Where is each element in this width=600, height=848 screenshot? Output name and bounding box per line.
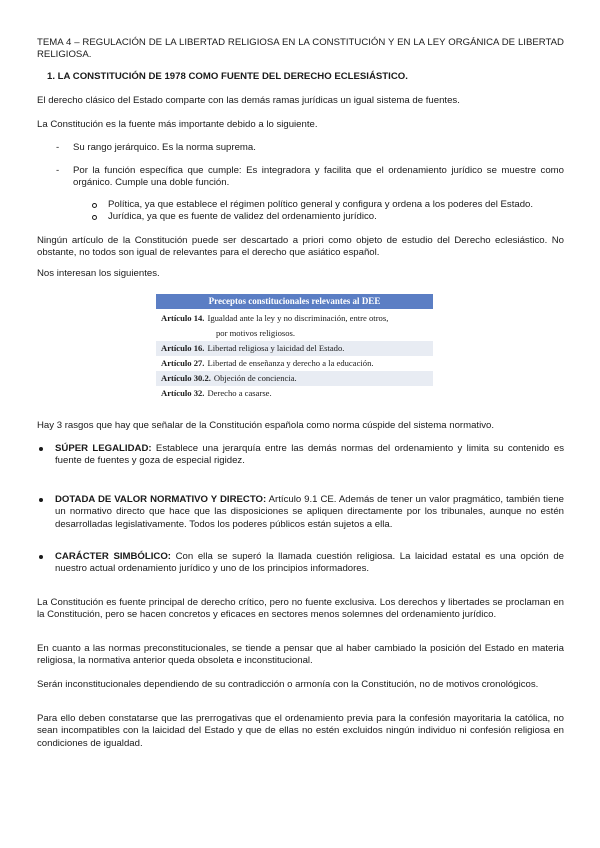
article-number: Artículo 30.2. [161,373,211,383]
paragraph: Para ello deben constatarse que las prerrogativas que el ordenamiento previa para la confesión mayoritaria la católica, no sean incompatibles con la laicidad del Estado y que de ellas no estén excluidos ningún individuo ni confesión religiosa en condiciones de igualdad. [37,713,564,749]
article-text: Libertad religiosa y laicidad del Estado. [207,343,345,353]
sub-item: Jurídica, ya que es fuente de validez del ordenamiento jurídico. [108,211,377,222]
article-number: Artículo 14. [161,313,205,323]
table-row [156,356,433,371]
document-title: TEMA 4 – REGULACIÓN DE LA LIBERTAD RELIGIOSA EN LA CONSTITUCIÓN Y EN LA LEY ORGÁNICA DE LIBERTAD RELIGIOSA. [37,37,564,61]
table-row [156,309,433,326]
circle-bullet-icon [92,215,97,220]
paragraph: Ningún artículo de la Constitución puede ser descartado a priori como objeto de estudio del Derecho eclesiástico. No obstante, no todos son igual de relevantes para el derecho que asiático español. [37,235,564,259]
dash-item: Por la función específica que cumple: Es integradora y facilita que el ordenamiento jurídico se muestre como orgánico. Cumple una doble función. [73,165,564,189]
bullet-icon [39,498,43,502]
feature-bullet [55,443,564,468]
table-header: Preceptos constitucionales relevantes al DEE [156,294,433,309]
paragraph: La Constitución es fuente principal de derecho crítico, pero no fuente exclusiva. Los derechos y libertades se proclaman en la Constitución, pero se hacen concretos y eficaces en sectores menos solemnes del ordenamiento jurídico. [37,597,564,621]
table-row [156,341,433,356]
article-number: Artículo 27. [161,358,205,368]
bullet-label: CARÁCTER SIMBÓLICO: [55,551,172,562]
article-text: Libertad de enseñanza y derecho a la educación. [207,358,374,368]
section-heading: 1. LA CONSTITUCIÓN DE 1978 COMO FUENTE DEL DERECHO ECLESIÁSTICO. [47,71,408,82]
dash-item: Su rango jerárquico. Es la norma suprema. [73,142,256,153]
article-text: Objeción de conciencia. [213,373,297,383]
sub-item: Política, ya que establece el régimen político general y configura y ordena a los poderes del Estado. [108,199,534,210]
dash-marker: - [56,165,60,176]
bullet-icon [39,555,43,559]
article-number: Artículo 16. [161,343,205,353]
paragraph: Serán inconstitucionales dependiendo de su contradicción o armonía con la Constitución, no de motivos cronológicos. [37,679,539,690]
table-row-continuation [156,326,433,341]
paragraph: Hay 3 rasgos que hay que señalar de la Constitución española como norma cúspide del sistema normativo. [37,420,495,431]
circle-bullet-icon [92,203,97,208]
feature-bullet [55,551,564,576]
article-text: Igualdad ante la ley y no discriminación, entre otros, [207,313,389,323]
table-row [156,371,433,386]
bullet-icon [39,447,43,451]
paragraph: La Constitución es la fuente más importante debido a lo siguiente. [37,119,318,130]
paragraph: El derecho clásico del Estado comparte con las demás ramas jurídicas un igual sistema de fuentes. [37,95,460,106]
table-row [156,386,433,401]
article-text: Derecho a casarse. [207,388,272,398]
constitutional-precepts-table [156,294,433,401]
paragraph: En cuanto a las normas preconstitucionales, se tiende a pensar que al haber cambiado la posición del Estado en materia religiosa, la normativa anterior queda obsoleta e inconstitucional. [37,643,564,667]
bullet-label: DOTADA DE VALOR NORMATIVO Y DIRECTO: [55,494,267,505]
paragraph: Nos interesan los siguientes. [37,268,160,279]
article-number: Artículo 32. [161,388,205,398]
dash-marker: - [56,142,60,153]
article-text: por motivos religiosos. [216,328,296,338]
bullet-text: Artículo 9.1 CE. Además de tener un valor pragmático, también tiene un normativo directo que hace que las disposiciones se apliquen directamente por los tribunales, aunque no estén desarrolladas legislativamente. Todos los poderes públicos están sujetos a ella. [55,494,564,530]
bullet-text: Con ella se superó la llamada cuestión religiosa. La laicidad estatal es una opción de nuestro actual ordenamiento jurídico y uno de los principios informadores. [55,551,564,575]
bullet-text: Establece una jerarquía entre las demás normas del ordenamiento y limita su contenido es fuente de fuentes y goza de especial rigidez. [55,443,565,467]
feature-bullet [55,494,564,531]
bullet-label: SÚPER LEGALIDAD: [55,443,152,454]
